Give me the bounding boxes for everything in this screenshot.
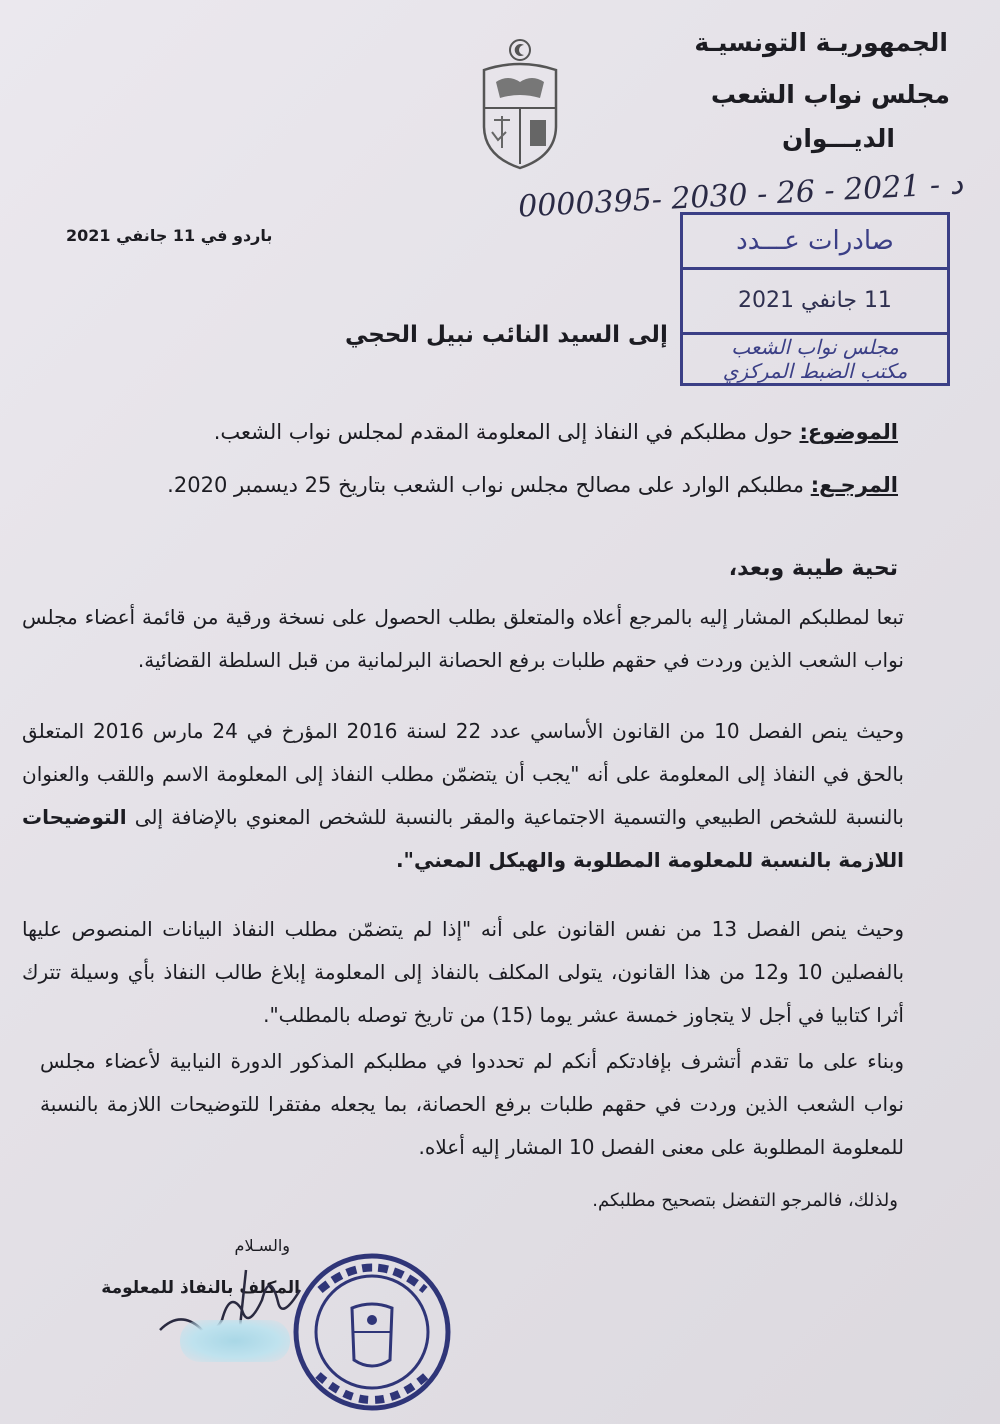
letter-date: باردو في 11 جانفي 2021 [66,226,273,245]
header-republic: الجمهوريـة التونسيـة [694,28,948,57]
paragraph-conclusion: وبناء على ما تقدم أتشرف بإفادتكم أنكم لم تحددوا في مطلبكم المذكور الدورة النيابية لأعضاء مجلس نواب الشعب الذين وردت في حقهم طلبات برفع الحصانة، بما يجعله مفتقرا للتوضيحات اللازمة بالنسبة للمعلومة المطلوبة على معنى الفصل 10 المشار إليه أعلاه. [40,1049,904,1159]
paragraph-request: تبعا لمطلبكم المشار إليه بالمرجع أعلاه والمتعلق بطلب الحصول على نسخة ورقية من قائمة أعضاء مجلس نواب الشعب الذين وردت في حقهم طلبات برفع الحصانة البرلمانية من قبل السلطة القضائية. [22,605,904,672]
stamp-office [683,335,947,383]
signer-title: المكلف بالنفاذ للمعلومة [101,1278,300,1298]
header-office: الديـــوان [781,124,895,153]
header-parliament: مجلس نواب الشعب [710,80,950,109]
stamp-title: صادرات عـــدد [683,215,947,270]
tunisia-coat-of-arms-icon [474,36,566,171]
subject-label: الموضوع: [799,420,898,444]
handwritten-reference-number: 0000395- 2030 - 26 - 2021 - د [517,166,964,225]
paragraph-article-10 [22,710,904,882]
stamp-office-name: مجلس نواب الشعب [731,335,899,359]
subject-text: حول مطلبكم في النفاذ إلى المعلومة المقدم لمجلس نواب الشعب. [213,420,793,444]
greeting: تحية طيبة وبعد، [728,556,898,581]
salutation: والسـلام [234,1236,290,1255]
addressee: إلى السيد النائب نبيل الحجي [345,322,668,348]
closing-line: ولذلك، فالمرجو التفضل بتصحيح مطلبكم. [592,1190,898,1211]
reference-text: مطلبكم الوارد على مصالح مجلس نواب الشعب بتاريخ 25 ديسمبر 2020. [167,473,805,497]
paragraph-article-13: وحيث ينص الفصل 13 من نفس القانون على أنه "إذا لم يتضمّن مطلب النفاذ البيانات المنصوص عليها بالفصلين 10 و12 من هذا القانون، يتولى المكلف بالنفاذ إلى المعلومة إبلاغ طالب النفاذ بأي وسيلة تترك أثرا كتابيا في أجل لا يتجاوز خمسة عشر يوما (15) من تاريخ توصله بالمطلب". [22,917,905,1027]
stamp-date: 11 جانفي 2021 [683,270,947,335]
stamp-office-sub: مكتب الضبط المركزي [722,359,908,383]
redacted-blur [180,1320,290,1362]
reference-label: المرجـع: [810,473,898,497]
article-10-text: وحيث ينص الفصل 10 من القانون الأساسي عدد 22 لسنة 2016 المؤرخ في 24 مارس 2016 المتعلق بالحق في النفاذ إلى المعلومة على أنه "يجب أن يتضمّن مطلب النفاذ إلى المعلومة الاسم واللقب والعنوان بالنسبة للشخص الطبيعي والتسمية الاجتماعية والمقر بالنسبة للشخص المعنوي بالإضافة إلى [22,719,904,829]
subject-line [214,420,898,444]
reference-line [167,473,898,497]
article-10-bold-text: التوضيحات اللازمة بالنسبة للمعلومة المطلوبة والهيكل المعني". [22,805,904,872]
registry-stamp [680,212,950,386]
